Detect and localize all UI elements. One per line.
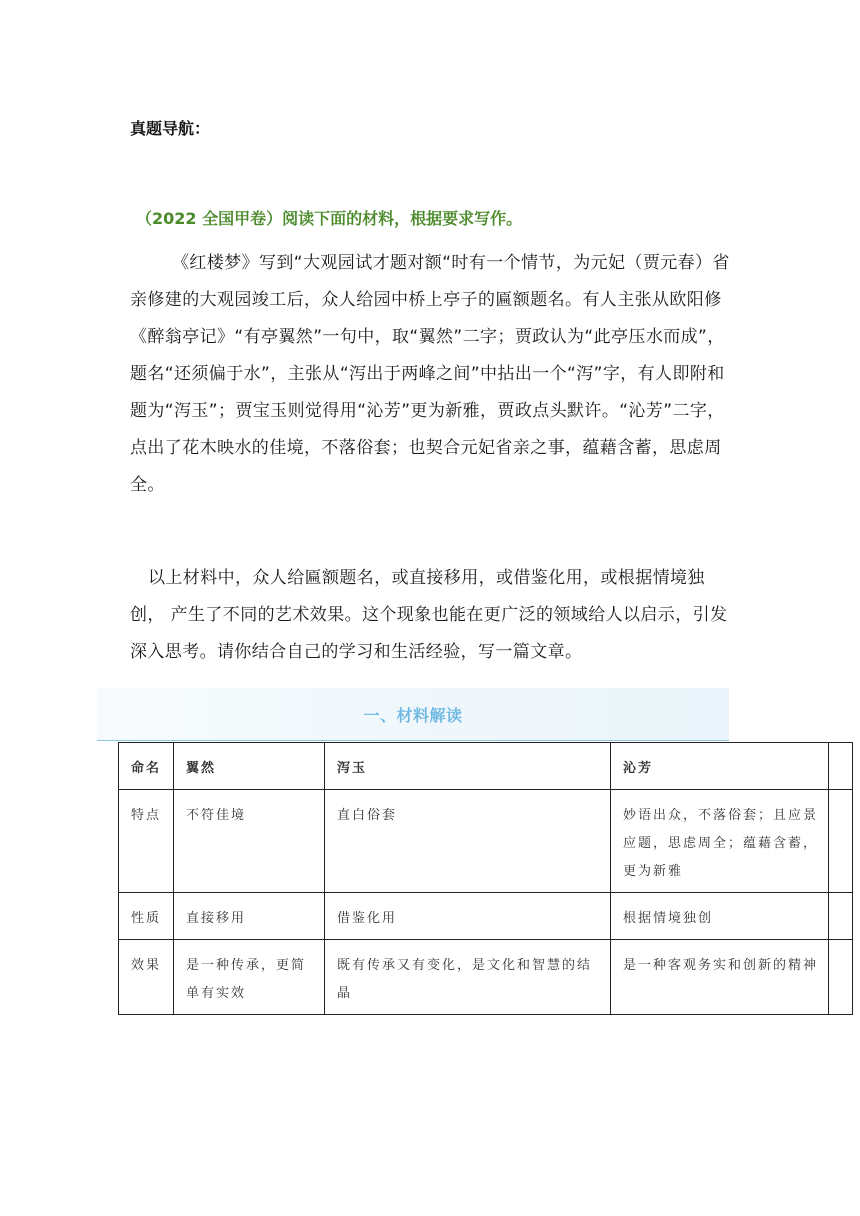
table-header-row [119, 743, 853, 790]
table-row-label: 性质 [119, 893, 174, 940]
table-row [119, 893, 853, 940]
heading-nav: 真题导航： [130, 119, 211, 138]
table-row-label: 效果 [119, 940, 174, 1015]
table-row [119, 940, 853, 1015]
table-cell: 直接移用 [174, 893, 325, 940]
table-cell: 不符佳境 [174, 790, 325, 893]
table-row [119, 790, 853, 893]
table-header-cell: 命名 [119, 743, 174, 790]
table-header-cell: 翼然 [174, 743, 325, 790]
table-header-cell: 泻玉 [325, 743, 611, 790]
table-cell: 妙语出众，不落俗套；且应景应题，思虑周全；蕴藉含蓄，更为新雅 [611, 790, 829, 893]
section-banner [97, 688, 729, 741]
material-paragraph-2: 以上材料中，众人给匾额题名，或直接移用，或借鉴化用，或根据情境独创， 产生了不同的艺术效果。这个现象也能在更广泛的领域给人以启示，引发深入思考。请你结合自己的学习和生活经验，写一篇文章。 [130, 568, 728, 662]
table-cell [829, 893, 853, 940]
table-row-label: 特点 [119, 790, 174, 893]
table-cell: 既有传承又有变化，是文化和智慧的结晶 [325, 940, 611, 1015]
material-paragraph-1: 《红楼梦》写到“大观园试才题对额“时有一个情节，为元妃（贾元春）省 亲修建的大观园竣工后，众人给园中桥上亭子的匾额题名。有人主张从欧阳修《醉翁亭记》“有亭翼然”一句中，取“翼然”二字；贾政认为“此亭压水而成”，题名“还须偏于水”，主张从“泻出于两峰之间”中拈出一个“泻”字，有人即附和题为“泻玉”；贾宝玉则觉得用“沁芳”更为新雅，贾政点头默许。“沁芳”二字，点出了花木映水的佳境，不落俗套；也契合元妃省亲之事，蕴藉含蓄，思虑周全。 [130, 253, 748, 495]
table-header-cell [829, 743, 853, 790]
analysis-table [118, 742, 853, 1015]
table-cell: 根据情境独创 [611, 893, 829, 940]
table-cell [829, 940, 853, 1015]
table-cell [829, 790, 853, 893]
table-cell: 是一种客观务实和创新的精神 [611, 940, 829, 1015]
table-cell: 直白俗套 [325, 790, 611, 893]
table-cell: 借鉴化用 [325, 893, 611, 940]
table-cell: 是一种传承，更简单有实效 [174, 940, 325, 1015]
table-header-cell: 沁芳 [611, 743, 829, 790]
exam-source: （2022 全国甲卷）阅读下面的材料，根据要求写作。 [136, 209, 523, 228]
section-title: 一、材料解读 [363, 706, 463, 725]
